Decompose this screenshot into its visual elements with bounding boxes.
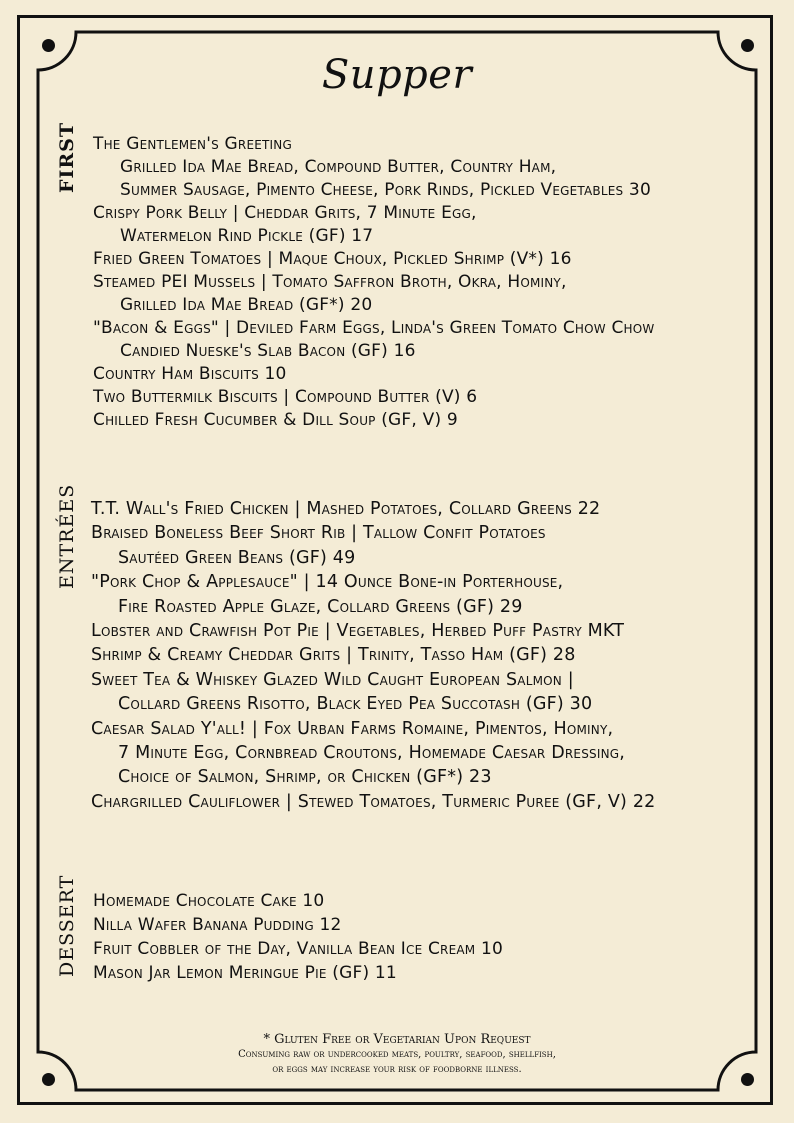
menu-item: Chilled Fresh Cucumber & Dill Soup (GF, V) 9 (93, 410, 458, 430)
corner-dot-icon (42, 39, 55, 52)
menu-item: Caesar Salad Y'all! | Fox Urban Farms Romaine, Pimentos, Hominy, (91, 718, 614, 739)
corner-dot-icon (741, 39, 754, 52)
menu-item-detail: Watermelon Rind Pickle (GF) 17 (120, 226, 374, 246)
menu-item: Lobster and Crawfish Pot Pie | Vegetables, Herbed Puff Pastry MKT (91, 621, 625, 642)
menu-item: Shrimp & Creamy Cheddar Grits | Trinity, Tasso Ham (GF) 28 (91, 645, 576, 666)
menu-item-detail: Sautéed Green Beans (GF) 49 (118, 547, 356, 568)
menu-item-detail: Choice of Salmon, Shrimp, or Chicken (GF*) 23 (118, 767, 492, 788)
menu-item: T.T. Wall's Fried Chicken | Mashed Potatoes, Collard Greens 22 (91, 499, 601, 519)
menu-item: "Pork Chop & Applesauce" | 14 Ounce Bone-in Porterhouse, (91, 572, 564, 593)
menu-item: "Bacon & Eggs" | Deviled Farm Eggs, Linda's Green Tomato Chow Chow (93, 318, 655, 338)
menu-item: Fruit Cobbler of the Day, Vanilla Bean Ice Cream 10 (93, 939, 503, 959)
health-warning-line: or eggs may increase your risk of foodborne illness. (272, 1064, 522, 1075)
menu-item: Nilla Wafer Banana Pudding 12 (93, 915, 342, 935)
menu-item: Country Ham Biscuits 10 (93, 364, 287, 384)
menu-item: Steamed PEI Mussels | Tomato Saffron Broth, Okra, Hominy, (93, 272, 567, 292)
entree-items (91, 497, 655, 814)
menu-item: Braised Boneless Beef Short Rib | Tallow Confit Potatoes (91, 523, 546, 544)
section-label-first: FIRST (56, 121, 78, 193)
menu-title: Supper (321, 52, 473, 98)
menu-item: Fried Green Tomatoes | Maque Choux, Pickled Shrimp (V*) 16 (93, 249, 572, 269)
menu-item: Two Buttermilk Biscuits | Compound Butter (V) 6 (93, 387, 478, 407)
footer (0, 1032, 794, 1077)
menu-item: Sweet Tea & Whiskey Glazed Wild Caught European Salmon | (91, 669, 574, 690)
menu-item: Mason Jar Lemon Meringue Pie (GF) 11 (93, 963, 397, 983)
menu-item-detail: 7 Minute Egg, Cornbread Croutons, Homemade Caesar Dressing, (118, 743, 626, 764)
menu-item: The Gentlemen's Greeting (93, 134, 292, 154)
menu-item-detail: Summer Sausage, Pimento Cheese, Pork Rinds, Pickled Vegetables 30 (120, 180, 651, 200)
menu-item-detail: Grilled Ida Mae Bread, Compound Butter, Country Ham, (120, 157, 557, 177)
first-items (93, 133, 654, 432)
menu-item: Crispy Pork Belly | Cheddar Grits, 7 Minute Egg, (93, 203, 477, 223)
section-label-entrees: ENTRÉES (56, 483, 78, 589)
section-label-dessert: DESSERT (56, 874, 78, 977)
health-warning-line: Consuming raw or undercooked meats, poultry, seafood, shellfish, (238, 1049, 556, 1060)
menu-item-detail: Grilled Ida Mae Bread (GF*) 20 (120, 295, 373, 315)
menu-item: Homemade Chocolate Cake 10 (93, 891, 325, 911)
dessert-items (93, 889, 503, 985)
menu-item-detail: Fire Roasted Apple Glaze, Collard Greens (GF) 29 (118, 596, 523, 617)
menu-item-detail: Candied Nueske's Slab Bacon (GF) 16 (120, 341, 416, 361)
dietary-note: * Gluten Free or Vegetarian Upon Request (263, 1032, 531, 1047)
menu-item: Chargrilled Cauliflower | Stewed Tomatoes, Turmeric Puree (GF, V) 22 (91, 791, 656, 812)
menu-item-detail: Collard Greens Risotto, Black Eyed Pea Succotash (GF) 30 (118, 694, 593, 715)
